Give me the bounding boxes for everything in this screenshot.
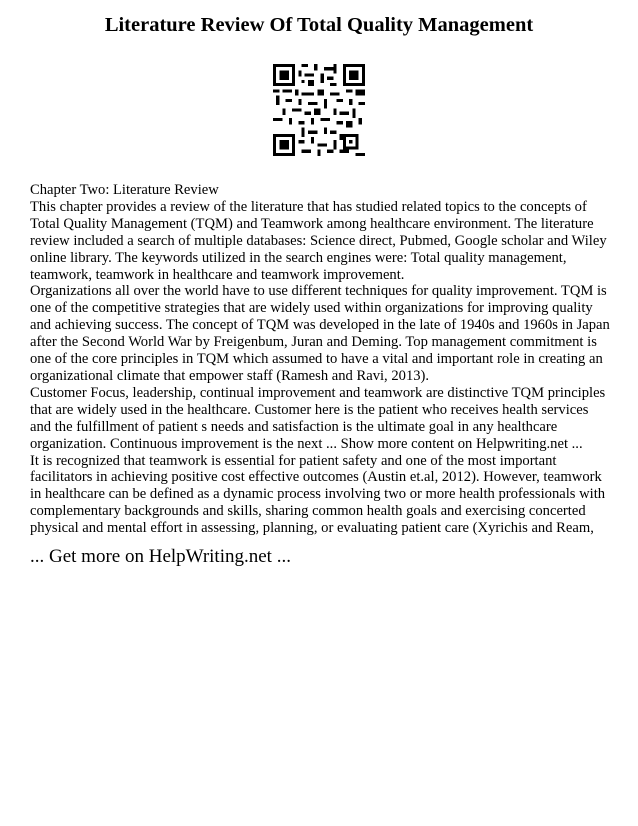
paragraph: This chapter provides a review of the literature that has studied related topics to the concepts of Total Quality Management (TQM) and Teamwork among healthcare environment. The literature review included a search of multiple databases: Science direct, Pubmed, Google scholar and Wiley online library. The keywords utilized in the search engines were: Total quality management, teamwork, teamwork in healthcare and teamwork improvement.: [30, 198, 607, 283]
chapter-heading: Chapter Two: Literature Review: [30, 182, 219, 198]
paragraph: It is recognized that teamwork is essential for patient safety and one of the most important facilitators in achieving positive cost effective outcomes (Austin et.al, 2012). However, teamwork in healthcare can be defined as a dynamic process involving two or more health professionals with complementary backgrounds and skills, sharing common health goals and exercising concerted physical and mental effort in assessing, planning, or evaluating patient care (Xyrichis and Ream,: [30, 452, 606, 537]
get-more-link[interactable]: ... Get more on HelpWriting.net ...: [30, 546, 291, 567]
article-body: [30, 182, 610, 537]
qr-code-icon: [273, 64, 365, 156]
paragraph: Customer Focus, leadership, continual improvement and teamwork are distinctive TQM principles that are widely used in the healthcare. Customer here is the patient who receives health services and the fulfillment of patient s needs and satisfaction is the ultimate goal in any healthcare organization. Continuous improvement is the next ... Show more content on Helpwriting.net ...: [30, 384, 606, 452]
document-title: Literature Review Of Total Quality Management: [104, 14, 534, 36]
paragraph: Organizations all over the world have to use different techniques for quality improvement. TQM is one of the competitive strategies that are widely used within organizations for improving quality and achieving success. The concept of TQM was developed in the late of 1940s and 1960s in Japan after the Second World War by Freigenbum, Juran and Deming. Top management commitment is one of the core principles in TQM which assumed to have a vital and important role in creating an organizational climate that empower staff (Ramesh and Ravi, 2013).: [30, 283, 610, 384]
